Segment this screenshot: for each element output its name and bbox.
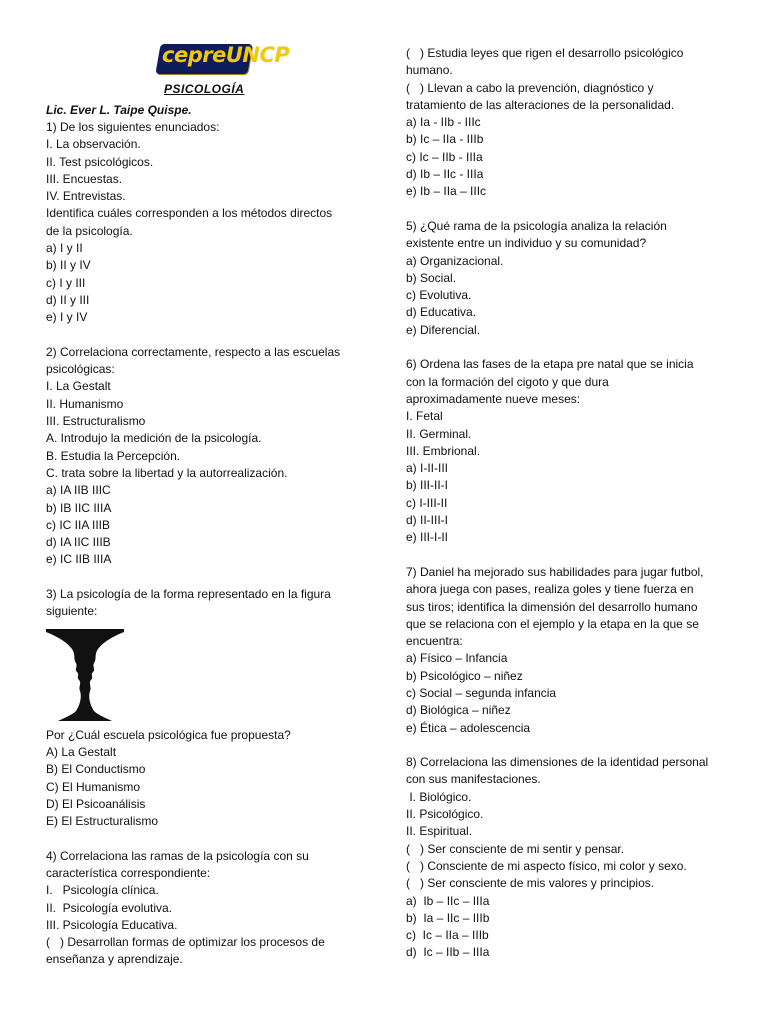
text-line: a) Ib – IIc – IIIa: [406, 893, 490, 908]
text-line: humano.: [406, 63, 453, 78]
text-line: c) IC IIA IIIB: [46, 517, 111, 532]
text-line: aproximadamente nueve meses:: [406, 391, 581, 406]
question-6: [406, 356, 726, 546]
text-line: b) Psicológico – niñez: [406, 668, 523, 683]
text-line: C. trata sobre la libertad y la autorrealización.: [46, 465, 288, 480]
text-line: ahora juega con pases, realiza goles y tiene fuerza en: [406, 582, 694, 597]
text-line: a) IA IIB IIIC: [46, 483, 111, 498]
text-line: a) I-II-III: [406, 461, 448, 476]
question-4-continued: [406, 45, 726, 201]
text-line: a) Ia - IIb - IIIc: [406, 115, 481, 130]
question-4: [46, 848, 358, 969]
text-line: de la psicología.: [46, 223, 133, 238]
left-column: [46, 119, 358, 969]
text-line: I. Biológico.: [406, 789, 472, 804]
text-line: III. Embrional.: [406, 443, 481, 458]
text-line: 6) Ordena las fases de la etapa pre natal que se inicia: [406, 357, 694, 372]
question-7: [406, 564, 726, 737]
text-line: ( ) Desarrollan formas de optimizar los procesos de: [46, 935, 325, 950]
question-3: [46, 727, 358, 831]
text-line: III. Encuestas.: [46, 171, 123, 186]
text-line: Identifica cuáles corresponden a los métodos directos: [46, 206, 333, 221]
subject-title: PSICOLOGÍA: [164, 82, 245, 96]
question-3-intro: [46, 586, 358, 621]
text-line: II. Humanismo: [46, 396, 124, 411]
text-line: Por ¿Cuál escuela psicológica fue propuesta?: [46, 727, 291, 742]
question-8: [406, 754, 726, 962]
text-line: d) IA IIC IIIB: [46, 535, 111, 550]
text-line: b) IB IIC IIIA: [46, 500, 112, 515]
text-line: D) El Psicoanálisis: [46, 796, 146, 811]
text-line: B. Estudia la Percepción.: [46, 448, 181, 463]
text-line: b) III-II-I: [406, 478, 448, 493]
text-line: con la formación del cigoto y que dura: [406, 374, 609, 389]
text-line: existente entre un individuo y su comunidad?: [406, 236, 647, 251]
text-line: c) I y III: [46, 275, 86, 290]
text-line: siguiente:: [46, 604, 98, 619]
author-name: Lic. Ever L. Taipe Quispe.: [46, 103, 192, 117]
text-line: d) II y III: [46, 292, 90, 307]
text-line: III. Psicología Educativa.: [46, 917, 178, 932]
text-line: IV. Entrevistas.: [46, 189, 126, 204]
text-line: A. Introdujo la medición de la psicología.: [46, 431, 262, 446]
text-line: III. Estructuralismo: [46, 414, 146, 429]
text-line: que se relaciona con el ejemplo y la etapa en la que se: [406, 616, 699, 631]
text-line: II. Psicología evolutiva.: [46, 900, 173, 915]
text-line: con sus manifestaciones.: [406, 772, 541, 787]
text-line: ( ) Estudia leyes que rigen el desarrollo psicológico: [406, 46, 684, 60]
text-line: E) El Estructuralismo: [46, 814, 159, 829]
text-line: e) Ib – IIa – IIIc: [406, 184, 487, 199]
text-line: ( ) Ser consciente de mis valores y principios.: [406, 876, 655, 891]
text-line: 8) Correlaciona las dimensiones de la identidad personal: [406, 755, 709, 770]
text-line: II. Psicológico.: [406, 807, 484, 822]
text-line: ( ) Consciente de mi aspecto físico, mi color y sexo.: [406, 858, 687, 873]
text-line: tratamiento de las alteraciones de la personalidad.: [406, 97, 675, 112]
text-line: b) II y IV: [46, 258, 91, 273]
header: [158, 43, 290, 96]
text-line: 7) Daniel ha mejorado sus habilidades para jugar futbol,: [406, 564, 704, 579]
text-line: d) II-III-I: [406, 513, 448, 528]
text-line: I. La observación.: [46, 137, 141, 152]
text-line: sus tiros; identifica la dimensión del desarrollo humano: [406, 599, 698, 614]
text-line: psicológicas:: [46, 362, 115, 377]
text-line: enseñanza y aprendizaje.: [46, 952, 183, 967]
question-2: [46, 344, 358, 569]
text-line: C) El Humanismo: [46, 779, 141, 794]
text-line: b) Ia – IIc – IIIb: [406, 910, 490, 925]
text-line: c) Social – segunda infancia: [406, 685, 557, 700]
text-line: b) Ic – IIa - IIIb: [406, 132, 484, 147]
text-line: ( ) Ser consciente de mi sentir y pensar.: [406, 841, 625, 856]
text-line: e) Diferencial.: [406, 322, 481, 337]
text-line: e) IC IIB IIIA: [46, 552, 112, 567]
text-line: a) Organizacional.: [406, 253, 504, 268]
text-line: I. La Gestalt: [46, 379, 111, 394]
rubin-vase-icon: [46, 629, 124, 721]
text-line: 1) De los siguientes enunciados:: [46, 120, 220, 134]
text-line: I. Fetal: [406, 409, 443, 424]
text-line: c) I-III-II: [406, 495, 448, 510]
text-line: b) Social.: [406, 270, 457, 285]
text-line: e) Ética – adolescencia: [406, 720, 531, 735]
text-line: a) I y II: [46, 241, 83, 256]
text-line: II. Espiritual.: [406, 824, 473, 839]
text-line: d) Ic – IIb – IIIa: [406, 945, 490, 960]
text-line: c) Ic – IIb - IIIa: [406, 149, 483, 164]
text-line: encuentra:: [406, 634, 463, 649]
text-line: B) El Conductismo: [46, 762, 146, 777]
text-line: d) Educativa.: [406, 305, 477, 320]
text-line: e) I y IV: [46, 310, 88, 325]
text-line: 2) Correlaciona correctamente, respecto a las escuelas: [46, 344, 341, 359]
text-line: c) Evolutiva.: [406, 288, 472, 303]
text-line: A) La Gestalt: [46, 744, 117, 759]
text-line: c) Ic – IIa – IIIb: [406, 928, 489, 943]
text-line: 4) Correlaciona las ramas de la psicología con su: [46, 848, 309, 863]
text-line: e) III-I-II: [406, 530, 448, 545]
text-line: 3) La psicología de la forma representado en la figura: [46, 587, 331, 602]
right-column: [406, 45, 726, 962]
text-line: característica correspondiente:: [46, 865, 211, 880]
logo-text: cepreUNCP: [162, 43, 290, 67]
text-line: ( ) Llevan a cabo la prevención, diagnóstico y: [406, 80, 654, 95]
question-1: [46, 119, 358, 327]
text-line: a) Físico – Infancia: [406, 651, 508, 666]
text-line: d) Ib – IIc - IIIa: [406, 167, 484, 182]
text-line: I. Psicología clínica.: [46, 883, 159, 898]
text-line: 5) ¿Qué rama de la psicología analiza la relación: [406, 218, 667, 233]
text-line: II. Germinal.: [406, 426, 472, 441]
question-5: [406, 218, 726, 339]
text-line: d) Biológica – niñez: [406, 703, 511, 718]
text-line: II. Test psicológicos.: [46, 154, 154, 169]
